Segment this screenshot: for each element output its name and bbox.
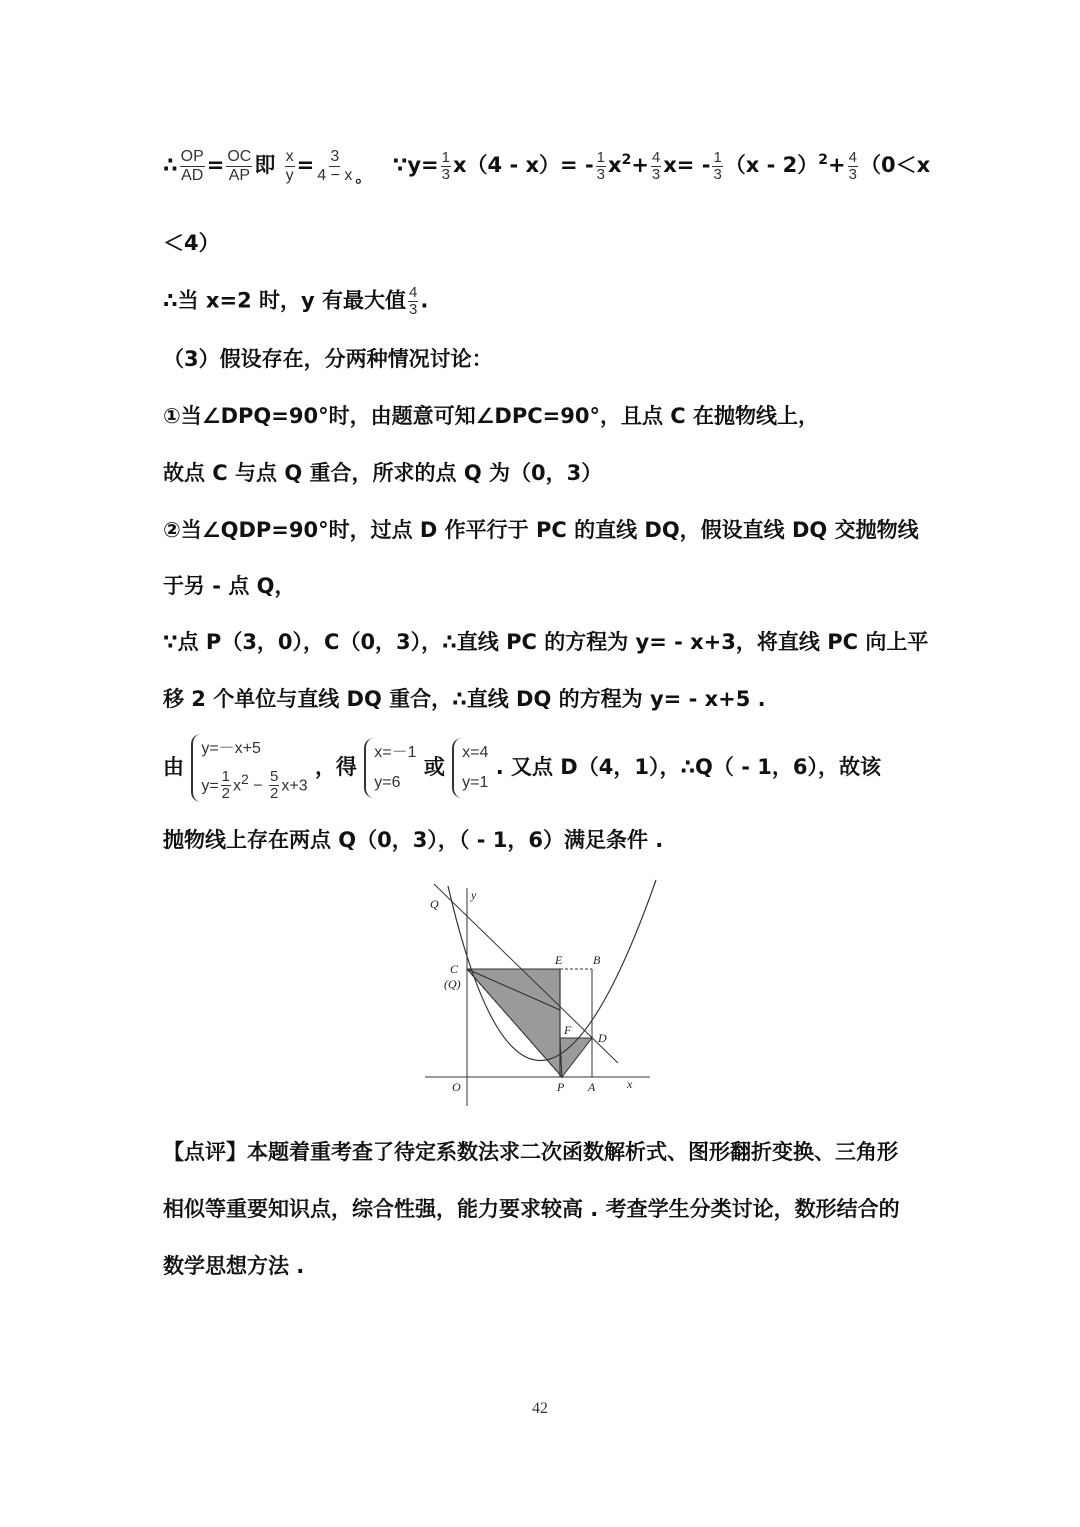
line-part3-heading: （3）假设存在，分两种情况讨论： [163, 347, 493, 371]
line-domain-end: ＜4） [163, 231, 220, 255]
therefore-symbol: ∴ [163, 153, 178, 177]
fraction-op-ad: $\frac{OP}{AD}$ [180, 147, 204, 184]
label-a: A [588, 1080, 596, 1094]
line-max-value: ∴当 x=2 时，y 有最大值 $\frac{4}{3}$ . [163, 284, 429, 318]
fraction-one-third: $\frac{1}{3}$ [713, 148, 722, 183]
page-number: 42 [532, 1400, 548, 1417]
line-dq-equation: 移 2 个单位与直线 DQ 重合，∴直线 DQ 的方程为 y= - x+5 . [163, 687, 766, 711]
comment-line-2: 相似等重要知识点，综合性强，能力要求较高 . 考查学生分类讨论，数形结合的 [163, 1197, 900, 1221]
parabola-figure [420, 878, 660, 1108]
fraction-four-thirds: $\frac{4}{3}$ [409, 284, 418, 318]
equation-system-1: y=－x+5 y= $\frac{1}{2}$ $x^2$ − $\frac{5}{2}$ x+3 [191, 734, 307, 803]
label-d: D [598, 1031, 607, 1045]
line-conclusion: 抛物线上存在两点 Q（0，3），（ - 1，6）满足条件 . [163, 828, 664, 852]
line-case2: ②当∠QDP=90°时，过点 D 作平行于 PC 的直线 DQ，假设直线 DQ 交抛物线 [163, 518, 919, 542]
solution-system-1: x=－1 y=6 [364, 738, 416, 798]
line-case1: ①当∠DPQ=90°时，由题意可知∠DPC=90°，且点 C 在抛物线上， [163, 404, 820, 428]
label-f: F [564, 1023, 572, 1037]
line-case2-cont: 于另 - 点 Q， [163, 574, 296, 598]
comment-line-3: 数学思想方法 . [163, 1254, 305, 1278]
fraction-x-y: $\frac{x}{y}$ [285, 147, 294, 184]
fraction-four-thirds: $\frac{4}{3}$ [651, 148, 661, 183]
line-case1-result: 故点 C 与点 Q 重合，所求的点 Q 为（0，3） [163, 461, 603, 485]
fraction-3-4minusx: $\frac{3}{4 - x}$ [317, 147, 353, 184]
label-x: x [627, 1077, 633, 1091]
line-ratio-and-function: ∴ $\frac{OP}{AD}$ = $\frac{OC}{AP}$ 即 $\frac{x}{y}$ = $\frac{3}{4 - x}$ $_。$ ∵y= $\frac{1}{3}$ x（4 - x）= - $\frac{1}{3}$ $x^2+$ $\frac{4}{3}$ x= - $\frac{1}{3}$ （x - 2）$^2$+ $\frac{4}{3}$ （0＜x [163, 147, 931, 186]
label-e: E [555, 953, 563, 967]
label-b: B [593, 953, 601, 967]
line-pc-equation: ∵点 P（3，0），C（0，3），∴直线 PC 的方程为 y= - x+3，将直线 PC 向上平 [163, 630, 929, 654]
fraction-one-third: $\frac{1}{3}$ [596, 148, 606, 183]
label-o: O [452, 1080, 461, 1094]
fraction-oc-ap: $\frac{OC}{AP}$ [227, 147, 252, 184]
solution-system-2: x=4 y=1 [452, 738, 488, 798]
fraction-five-halves: $\frac{5}{2}$ [270, 768, 279, 803]
comment-line-1: 【点评】本题着重考查了待定系数法求二次函数解析式、图形翻折变换、三角形 [163, 1140, 898, 1164]
fraction-four-thirds: $\frac{4}{3}$ [848, 148, 857, 183]
fraction-one-half: $\frac{1}{2}$ [221, 768, 230, 803]
label-p: P [557, 1080, 565, 1094]
line-system-solution: 由 y=－x+5 y= $\frac{1}{2}$ $x^2$ − $\frac{5}{2}$ x+3 ，得 x=－1 y=6 或 x=4 y=1 . 又点 D（4，1），∴Q（ - 1，6），故该 [163, 732, 923, 802]
label-y: y [471, 888, 477, 902]
shaded-triangle-fdp [560, 1038, 592, 1077]
fraction-one-third: $\frac{1}{3}$ [441, 148, 450, 183]
label-c-q: (Q) [444, 977, 461, 991]
label-q: Q [430, 897, 439, 911]
label-c: C [450, 962, 459, 976]
